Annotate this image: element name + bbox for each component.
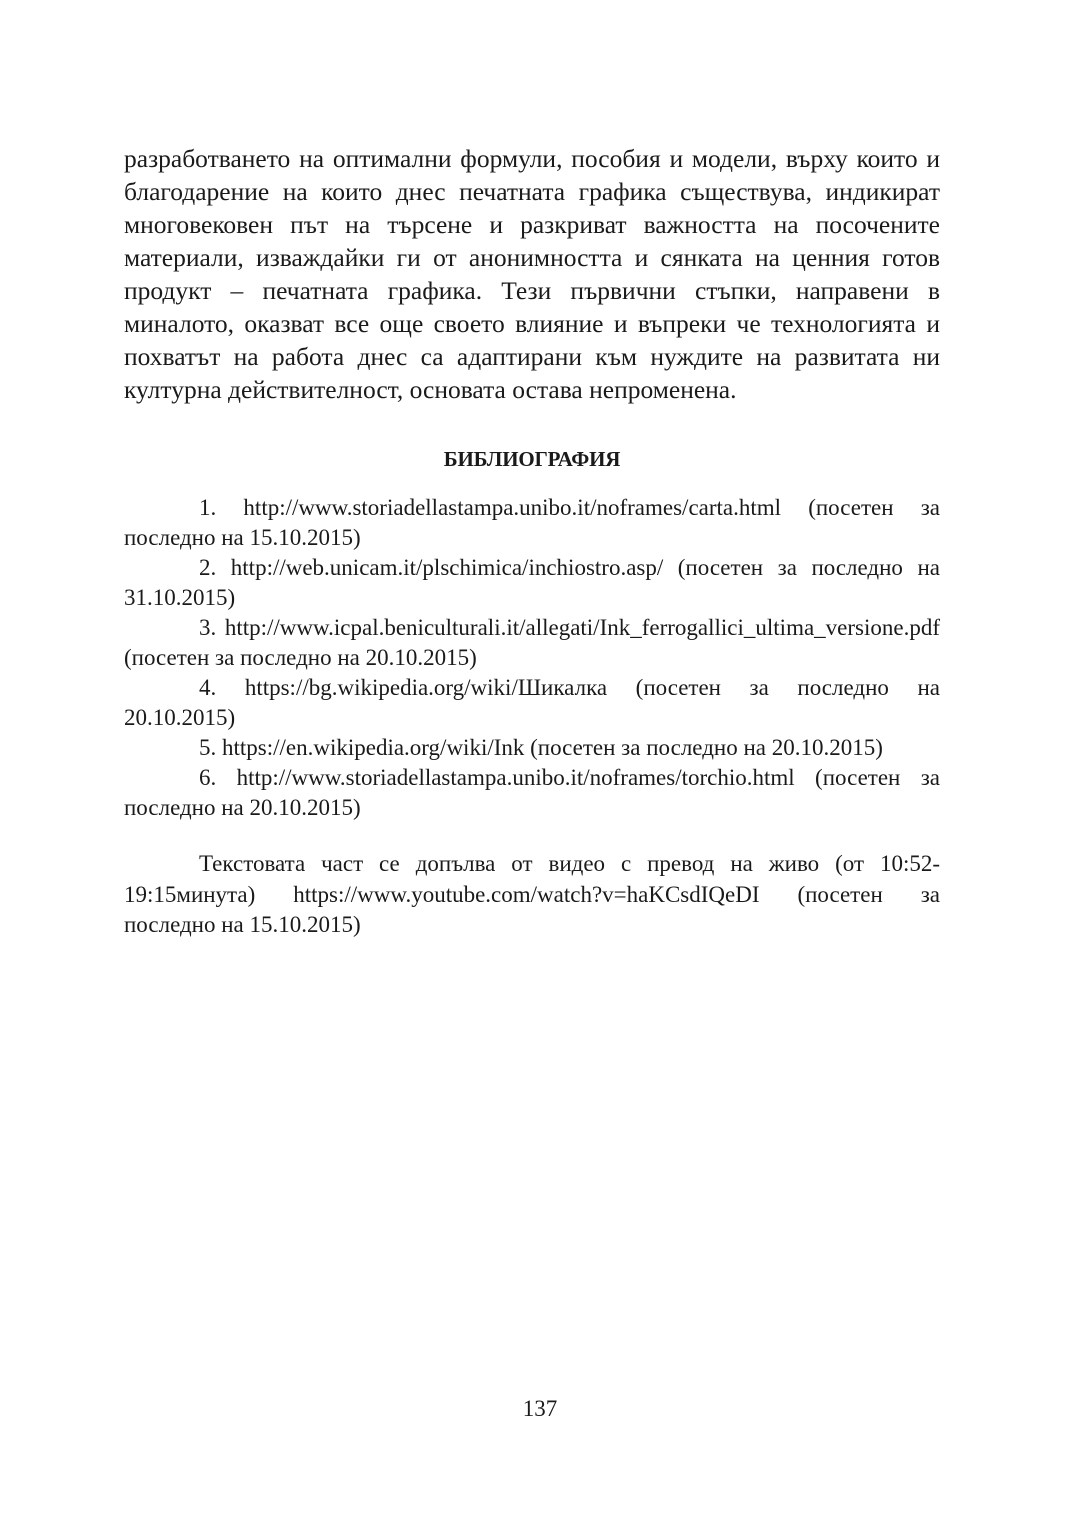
bibliography-item-5: 5. https://en.wikipedia.org/wiki/Ink (посетен за последно на 20.10.2015) xyxy=(199,735,883,760)
bibliography-list xyxy=(124,493,940,823)
page-number: 137 xyxy=(522,1396,558,1421)
bibliography-item-4: 4. https://bg.wikipedia.org/wiki/Шикалка (посетен за последно на 20.10.2015) xyxy=(124,675,940,730)
bibliography-heading: БИБЛИОГРАФИЯ xyxy=(443,447,621,471)
page-content xyxy=(124,142,940,941)
bibliography-item-2: 2. http://web.unicam.it/plschimica/inchiostro.asp/ (посетен за последно на 31.10.2015) xyxy=(124,555,940,610)
bibliography-item-6: 6. http://www.storiadellastampa.unibo.it/noframes/torchio.html (посетен за последно на 20.10.2015) xyxy=(124,765,940,820)
bibliography-item-3: 3. http://www.icpal.beniculturali.it/allegati/Ink_ferrogallici_ultima_versione.pdf (посетен за последно на 20.10.2015) xyxy=(124,615,940,670)
video-note: Текстовата част се допълва от видео с превод на живо (от 10:52-19:15минута) https://www.youtube.com/watch?v=haKCsdIQeDI (посетен за последно на 15.10.2015) xyxy=(124,851,940,937)
body-paragraph: разработването на оптимални формули, пособия и модели, върху които и благодарение на които днес печатната графика съществува, индикират многовековен път на търсене и разкриват важността на посочените материали, изваждайки ги от анонимността и сянката на ценния готов продукт – печатната графика. Тези първични стъпки, направени в миналото, оказват все още своето влияние и въпреки че технологията и похватът на работа днес са адаптирани към нуждите на развитата ни културна действителност, основата остава непроменена. xyxy=(124,144,940,404)
bibliography-item-1: 1. http://www.storiadellastampa.unibo.it/noframes/carta.html (посетен за последно на 15.10.2015) xyxy=(124,495,940,550)
